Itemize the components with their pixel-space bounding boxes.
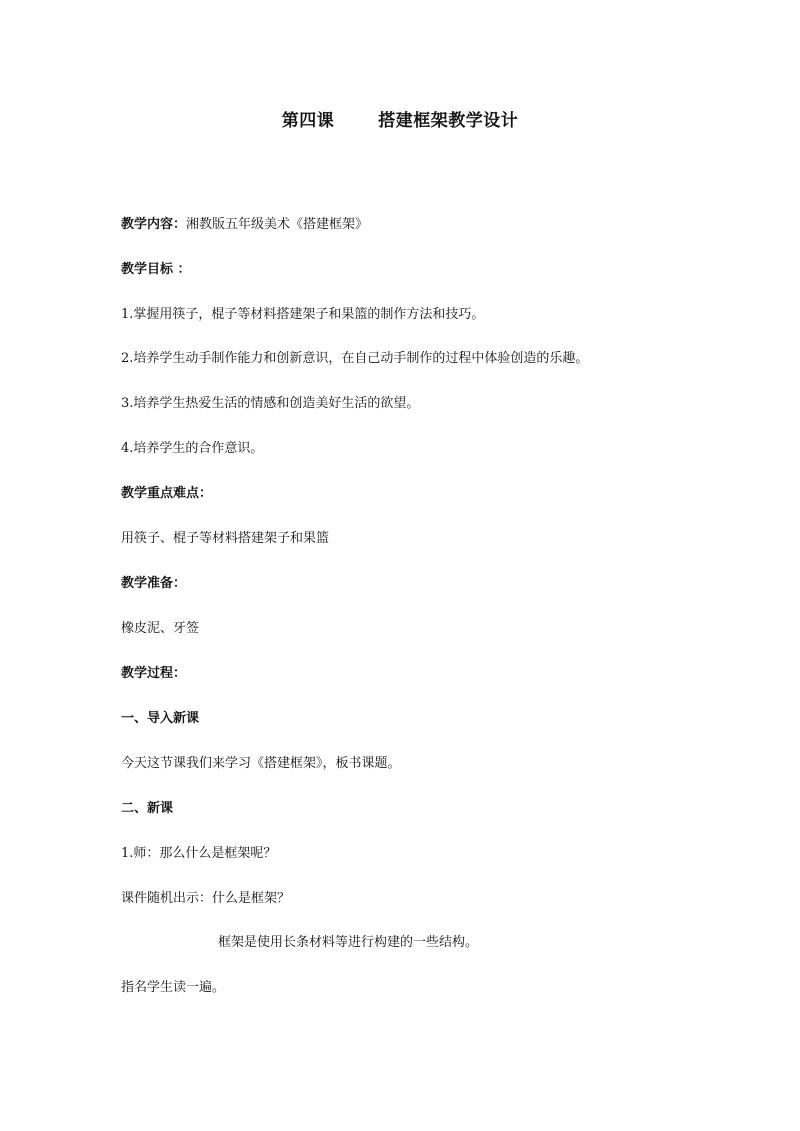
title-lesson: 第四课 bbox=[281, 111, 335, 131]
section2-line: 课件随机出示：什么是框架？ bbox=[121, 891, 291, 906]
goal-item: 3.培养学生热爱生活的情感和创造美好生活的欲望。 bbox=[121, 396, 420, 411]
section1-text: 今天这节课我们来学习《搭建框架》，板书课题。 bbox=[121, 756, 401, 771]
section2-line: 指名学生读一遍。 bbox=[121, 980, 226, 995]
goals-heading: 教学目标 ： bbox=[121, 262, 191, 277]
content-label: 教学内容： bbox=[121, 217, 187, 232]
key-points-heading: 教学重点难点： bbox=[121, 486, 213, 501]
section1-heading: 一、导入新课 bbox=[121, 711, 200, 726]
prep-text: 橡皮泥、牙签 bbox=[121, 621, 200, 636]
section2-line: 1.师：那么什么是框架呢？ bbox=[121, 846, 277, 861]
content-value: 湘教版五年级美术《搭建框架》 bbox=[186, 217, 369, 232]
key-points-text: 用筷子、棍子等材料搭建架子和果篮 bbox=[121, 531, 330, 546]
goal-item: 2.培养学生动手制作能力和创新意识，在自己动手制作的过程中体验创造的乐趣。 bbox=[121, 351, 589, 366]
process-heading: 教学过程： bbox=[121, 666, 187, 681]
prep-heading: 教学准备： bbox=[121, 576, 187, 591]
page-title bbox=[0, 106, 800, 131]
goal-item: 4.培养学生的合作意识。 bbox=[121, 441, 264, 456]
title-topic: 搭建框架教学设计 bbox=[378, 111, 519, 131]
content-line bbox=[121, 216, 368, 234]
section2-definition: 框架是使用长条材料等进行构建的一些结构。 bbox=[218, 935, 479, 950]
goal-item: 1.掌握用筷子，棍子等材料搭建架子和果篮的制作方法和技巧。 bbox=[121, 307, 485, 322]
section2-heading: 二、新课 bbox=[121, 801, 174, 816]
